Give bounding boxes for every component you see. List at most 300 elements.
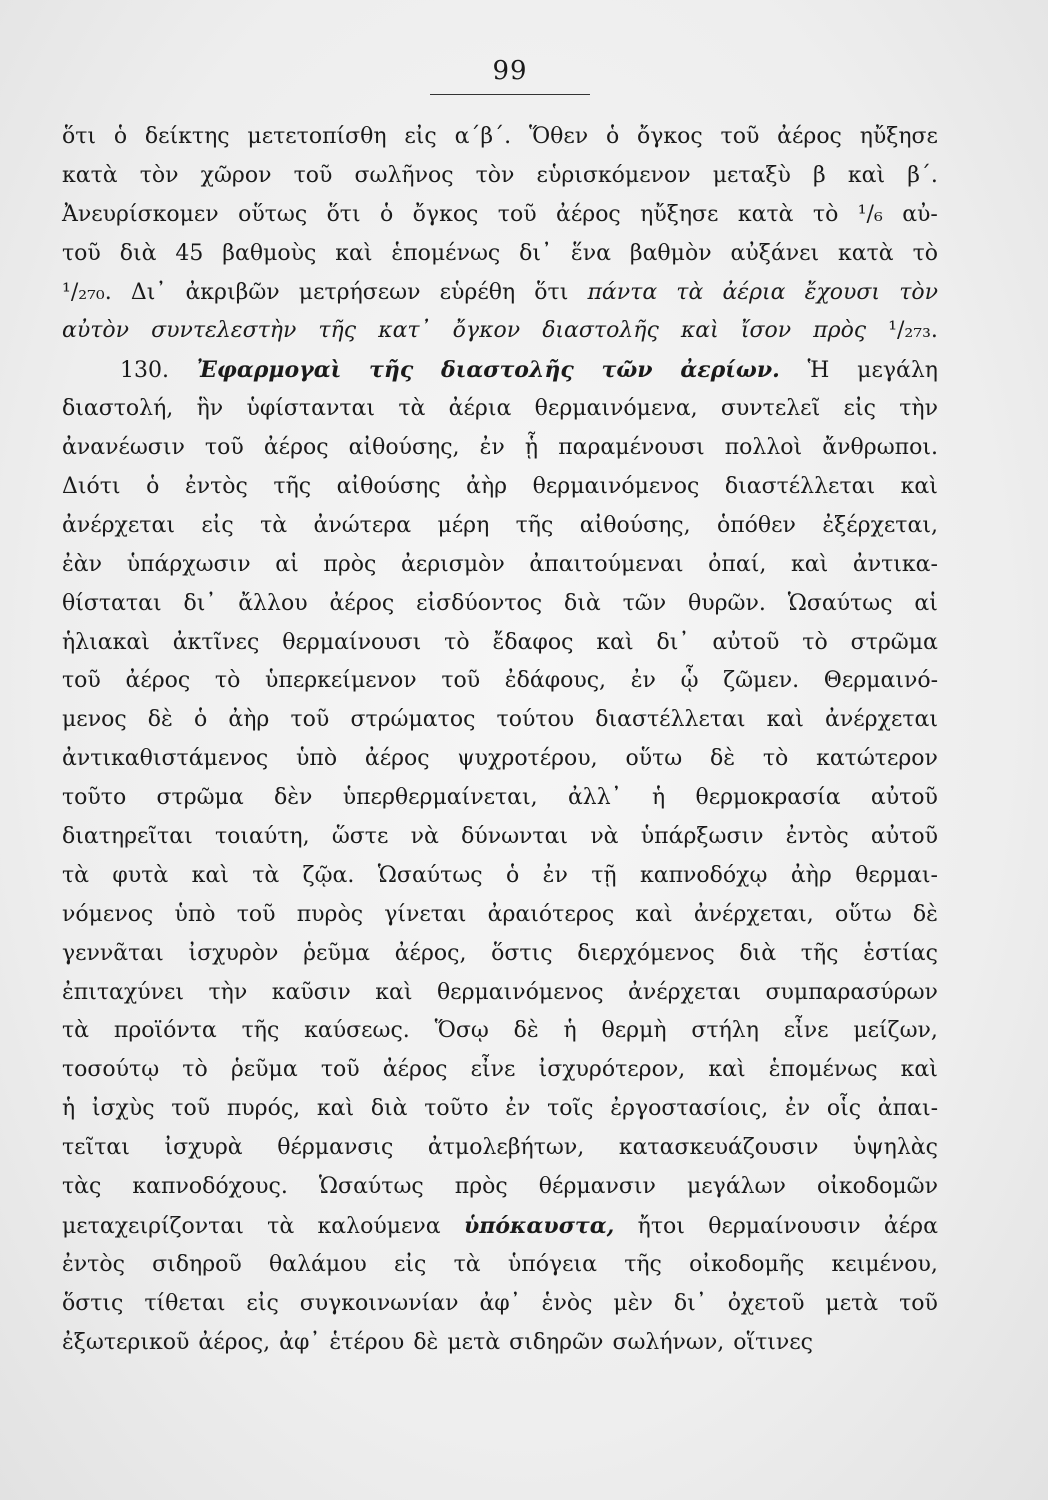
- word: ἀκριβῶν: [185, 279, 280, 305]
- word: καὶ: [708, 1057, 746, 1083]
- word: καπνοδόχους.: [132, 1174, 288, 1200]
- word: εἶνε: [470, 1057, 516, 1083]
- word: ἀέρος: [329, 590, 395, 616]
- word: ὑφίστανται: [246, 396, 375, 422]
- word: ὀχετοῦ: [727, 1290, 805, 1316]
- word: αἰθούσης: [336, 474, 441, 500]
- text-line: [62, 630, 938, 669]
- word: ὁ: [380, 201, 394, 227]
- word: ἤτοι: [637, 1213, 685, 1239]
- word: τὸ: [182, 1057, 208, 1083]
- word: τοῦτο: [62, 785, 127, 811]
- word: Δι᾽: [130, 279, 167, 305]
- word: τὸ: [214, 668, 241, 694]
- word: καὶ: [790, 551, 829, 577]
- word: ᾧ: [680, 668, 699, 694]
- body-text: [62, 124, 938, 1369]
- word: ἀὴρ: [790, 862, 832, 888]
- word: διαστολῆς: [441, 357, 574, 384]
- word: πυρὸς: [296, 901, 364, 927]
- word: τὰ: [398, 396, 426, 422]
- word: τῇ: [591, 862, 617, 888]
- word: αἱ: [275, 551, 299, 577]
- word: ὅστις: [491, 940, 553, 966]
- word: ἐντὸς: [184, 474, 248, 500]
- word: ἑπομένως: [391, 240, 501, 266]
- word: ηὔξησε: [640, 201, 719, 227]
- word: νὰ: [410, 824, 439, 850]
- word: δι᾽: [656, 629, 690, 655]
- word: ὄγκον: [452, 318, 521, 344]
- word: τοῦ: [441, 668, 481, 694]
- word: θερμαινόμενα,: [534, 396, 698, 422]
- word: ἡ: [563, 1018, 577, 1044]
- word: συγκοινωνίαν: [299, 1290, 459, 1316]
- word: ὑπὸ: [174, 901, 216, 927]
- word: ἀνέρχεται,: [693, 901, 814, 927]
- word: στρώματος: [350, 707, 476, 733]
- word: ῥεῦμα: [303, 940, 370, 966]
- text-line: [62, 746, 938, 785]
- word: ἀνανέωσιν: [62, 435, 185, 461]
- word: διὰ: [739, 940, 777, 966]
- word: καὶ: [847, 162, 886, 188]
- word: σιδηρῶν: [509, 1329, 604, 1355]
- text-line: [62, 863, 938, 902]
- word: τοῦ: [236, 901, 276, 927]
- word: εἰς: [394, 1251, 427, 1277]
- word: τὸ: [444, 629, 470, 655]
- word: τὸν: [139, 162, 179, 188]
- word: ἀραιότερος: [487, 901, 615, 927]
- word: ἐὰν: [62, 551, 103, 577]
- word: καὶ: [900, 474, 938, 500]
- word: αὐ-: [902, 201, 938, 227]
- word: θερμαινόμενος: [436, 979, 604, 1005]
- word: 45: [175, 240, 204, 266]
- word: γίνεται: [384, 901, 467, 927]
- word: ἀέρα: [883, 1213, 938, 1239]
- word: ἐξέρχεται,: [822, 512, 938, 538]
- word: τὰ: [676, 279, 704, 305]
- word: ὑπὸ: [295, 746, 338, 772]
- word: τὰ: [267, 1213, 295, 1239]
- word: τοῦ: [497, 201, 537, 227]
- text-line: [62, 824, 938, 863]
- word: ὑπάρχωσιν: [126, 551, 251, 577]
- word: ἀντικαθιστάμενος: [62, 746, 269, 772]
- text-line: [62, 357, 938, 396]
- word: ὁ: [506, 862, 520, 888]
- word: καῦσιν: [271, 979, 351, 1005]
- word: θίσταται: [62, 590, 162, 616]
- word: Ὅσῳ: [434, 1018, 489, 1044]
- word: ἔδαφος: [492, 629, 574, 655]
- word: ἀπαιτούμεναι: [529, 551, 684, 577]
- word: τεῖται: [62, 1135, 130, 1161]
- word: τοῦ: [171, 1096, 211, 1122]
- word: ἀφ᾽: [479, 1290, 521, 1316]
- word: ¹/₂₇₃.: [888, 318, 938, 344]
- word: καὶ: [316, 1096, 355, 1122]
- word: τοῦ: [204, 435, 244, 461]
- word: τῆς: [241, 1018, 280, 1044]
- word: καὶ: [335, 240, 373, 266]
- word: τὸ: [812, 201, 839, 227]
- text-line: [62, 124, 938, 163]
- word: προϊόντα: [113, 1018, 217, 1044]
- word: καὶ: [900, 1057, 938, 1083]
- text-line: [62, 591, 938, 630]
- word: Ἀνευρίσκομεν: [62, 201, 219, 227]
- word: ὁ: [113, 124, 128, 149]
- word: γεννᾶται: [62, 940, 164, 966]
- word: ὁ: [605, 124, 620, 149]
- word: ἰσχυρὰ: [164, 1135, 243, 1161]
- word: ἔχουσι: [804, 279, 881, 305]
- word: ἐξωτερικοῦ: [62, 1329, 190, 1355]
- word: θερμαινόμενος: [532, 474, 700, 500]
- word: ἐργοστασίοις,: [610, 1096, 769, 1122]
- word: ἑπομένως: [768, 1057, 878, 1083]
- word: Θερμαινό-: [823, 668, 938, 694]
- text-line: [62, 1252, 938, 1291]
- word: διὰ: [564, 590, 601, 616]
- text-line: [62, 668, 938, 707]
- word: ἀκτῖνες: [172, 629, 260, 655]
- word: κατὰ: [62, 162, 118, 188]
- word: ἀλλ᾽: [567, 785, 622, 811]
- word: ὁ: [193, 707, 208, 733]
- word: καὶ: [375, 979, 413, 1005]
- word: Ὡσαύτως: [318, 1174, 424, 1200]
- word: πάντα: [587, 279, 658, 305]
- word: ἀπαι-: [877, 1096, 938, 1122]
- text-line: [62, 280, 938, 319]
- text-line: [62, 474, 938, 513]
- text-line: [62, 513, 938, 552]
- word: οἵτινες: [733, 1329, 813, 1355]
- word: παραμένουσι: [558, 435, 705, 461]
- word: μείζων,: [853, 1018, 938, 1044]
- word: δὲν: [274, 785, 313, 811]
- word: ἑνὸς: [541, 1290, 593, 1316]
- word: σωλήνων,: [612, 1329, 725, 1355]
- word: ἑτέρου: [329, 1329, 405, 1355]
- word: βαθμὸν: [629, 240, 712, 266]
- text-line: [62, 1135, 938, 1174]
- word: ὅτι: [534, 279, 569, 305]
- word: τοῦ: [899, 1290, 938, 1316]
- word: δὲ: [147, 707, 173, 733]
- word: Ἐφαρμογαὶ: [196, 357, 342, 384]
- word: διατηρεῖται: [62, 824, 193, 850]
- word: πρὸς: [323, 551, 377, 577]
- word: ἰσχυρὸν: [188, 940, 279, 966]
- word: αὐτοῦ: [870, 785, 938, 811]
- word: εὑρέθη: [439, 279, 516, 305]
- word: ἀέρια: [448, 396, 512, 422]
- word: διαστέλλεται: [724, 474, 876, 500]
- word: μεταξὺ: [712, 162, 791, 188]
- word: δείκτης: [144, 124, 230, 149]
- word: δὲ: [413, 1329, 439, 1355]
- word: αὐξάνει: [730, 240, 820, 266]
- word: τῆς: [624, 1251, 662, 1277]
- word: αὐτοῦ: [712, 629, 780, 655]
- word: δύνωνται: [461, 824, 569, 850]
- word: ¹/₆: [857, 201, 883, 227]
- word: σιδηροῦ: [152, 1251, 242, 1277]
- word: θαλάμου: [268, 1251, 367, 1277]
- word: ἀέρος: [364, 746, 430, 772]
- word: β΄.: [907, 162, 938, 188]
- word: καπνοδόχῳ: [639, 862, 768, 888]
- word: στρῶμα: [850, 629, 938, 655]
- word: μὲν: [613, 1290, 653, 1316]
- word: α΄β΄.: [454, 124, 512, 149]
- word: κατὰ: [838, 240, 894, 266]
- word: δὲ: [912, 901, 938, 927]
- word: χῶρον: [200, 162, 272, 188]
- word: τὸν: [899, 279, 938, 305]
- text-line: [62, 707, 938, 746]
- word: ἐντὸς: [62, 1251, 125, 1277]
- text-line: [62, 1018, 938, 1057]
- word: τοῖς: [547, 1096, 594, 1122]
- page-number: 99: [492, 56, 528, 86]
- text-line: [62, 202, 938, 241]
- text-line: [62, 552, 938, 591]
- word: ὄγκος: [412, 201, 479, 227]
- text-line: [62, 435, 938, 474]
- word: οἷς: [826, 1096, 862, 1122]
- word: νὰ: [590, 824, 619, 850]
- text-line: [62, 1096, 938, 1135]
- word: στήλη: [691, 1018, 759, 1044]
- word: μετετοπίσθη: [247, 124, 387, 149]
- word: διὰ: [370, 1096, 408, 1122]
- word: ἡ: [62, 1096, 76, 1122]
- word: ἀνέρχεται: [62, 512, 175, 538]
- word: ηὔξησε: [859, 124, 938, 149]
- word: ὀπαί,: [708, 551, 767, 577]
- word: θερμαι-: [855, 862, 938, 888]
- word: αἰθούσης,: [348, 435, 460, 461]
- text-line: [62, 902, 938, 941]
- word: ἐδάφους,: [504, 668, 607, 694]
- word: ἄνθρωποι.: [822, 435, 938, 461]
- word: τοσούτῳ: [62, 1057, 160, 1083]
- text-line: [62, 785, 938, 824]
- word: στρῶμα: [156, 785, 244, 811]
- word: οὕτω: [625, 746, 683, 772]
- word: κατασκευάζουσιν: [618, 1135, 819, 1161]
- word: φυτὰ: [112, 862, 169, 888]
- word: ῥεῦμα: [230, 1057, 298, 1083]
- text-line: [62, 318, 938, 357]
- word: τοῦ: [720, 124, 760, 149]
- word: ἀὴρ: [466, 474, 508, 500]
- word: ὅτι: [62, 124, 97, 149]
- word: καὶ: [596, 629, 634, 655]
- text-line: [62, 1330, 938, 1369]
- word: διερχόμενος: [577, 940, 715, 966]
- word: τὸ: [912, 240, 938, 266]
- word: διαστολῆς: [542, 318, 659, 344]
- word: εἰς: [404, 124, 437, 149]
- word: Ἡ: [807, 358, 830, 384]
- word: τοῦ: [62, 668, 101, 694]
- word: αὐτὸν: [62, 318, 130, 344]
- word: τοῦ: [293, 162, 333, 188]
- word: ὑπάρξωσιν: [640, 824, 764, 850]
- word: δι᾽: [183, 590, 217, 616]
- word: ἀέρος: [382, 1057, 448, 1083]
- word: συντελεστὴν: [151, 318, 297, 344]
- word: τῆς: [369, 357, 414, 384]
- word: ἡλιακαὶ: [62, 629, 150, 655]
- word: αὐτοῦ: [870, 824, 938, 850]
- word: ἀέρος: [263, 435, 329, 461]
- word: συντελεῖ: [720, 396, 821, 422]
- word: οἰκοδομῶν: [816, 1174, 938, 1200]
- word: τῆς: [515, 512, 554, 538]
- word: μέρη: [437, 512, 490, 538]
- text-line: [62, 1213, 938, 1252]
- word: ὅτι: [326, 201, 361, 227]
- word: πρὸς: [813, 318, 867, 344]
- word: κατώτερον: [816, 746, 938, 772]
- word: μετὰ: [825, 1290, 879, 1316]
- word: τὰ: [453, 1251, 481, 1277]
- text-line: [62, 396, 938, 435]
- text-line: [62, 1291, 938, 1330]
- word: εἰσδύοντος: [416, 590, 543, 616]
- word: θερμὴ: [601, 1018, 667, 1044]
- word: ¹/₂₇₀.: [62, 279, 112, 305]
- word: τὴν: [208, 979, 248, 1005]
- word: ἐν: [505, 1096, 531, 1122]
- word: ἀντικα-: [852, 551, 938, 577]
- word: ἀέρος: [556, 201, 621, 227]
- word: δι᾽: [673, 1290, 707, 1316]
- word: ὑπερθερμαίνεται,: [342, 785, 538, 811]
- text-line: [62, 1174, 938, 1213]
- word: ζῶμεν.: [723, 668, 800, 694]
- word: ψυχροτέρου,: [457, 746, 598, 772]
- word: τῶν: [622, 590, 667, 616]
- word: θερμαίνουσι: [282, 629, 422, 655]
- word: κατ᾽: [378, 318, 431, 344]
- word: νόμενος: [62, 901, 154, 927]
- word: οἰκοδομῆς: [689, 1251, 805, 1277]
- word: διαστέλλεται: [595, 707, 746, 733]
- word: τὸ: [802, 629, 828, 655]
- word: εἰς: [201, 512, 234, 538]
- word: ἀνώτερα: [313, 512, 412, 538]
- word: μετρήσεων: [298, 279, 421, 305]
- word: εἰς: [246, 1290, 279, 1316]
- word: τοῦ: [290, 707, 330, 733]
- word: ὅστις: [62, 1290, 124, 1316]
- word: Διότι: [62, 474, 121, 500]
- word: ἐν: [542, 862, 568, 888]
- word: ὑπερκείμενον: [265, 668, 417, 694]
- word: τῆς: [318, 318, 357, 344]
- word: Ὅθεν: [528, 124, 589, 149]
- word: τῆς: [273, 474, 312, 500]
- word: μεγάλη: [857, 358, 938, 384]
- word: δὲ: [513, 1018, 539, 1044]
- word: τῶν: [601, 357, 653, 384]
- word: τούτου: [496, 707, 575, 733]
- word: ᾗ: [524, 435, 539, 461]
- word: ἀὴρ: [228, 707, 270, 733]
- word: τὰ: [62, 1018, 90, 1044]
- word: τὰ: [260, 512, 288, 538]
- word: εἶνε: [783, 1018, 829, 1044]
- word: ὑπόγεια: [507, 1251, 597, 1277]
- word: μετὰ: [447, 1329, 501, 1355]
- word: β: [813, 162, 826, 188]
- word: ἰσχυρότερον,: [538, 1057, 686, 1083]
- word: ζῷα.: [302, 862, 355, 888]
- word: ἀέρος: [125, 668, 191, 694]
- word: καὶ: [680, 318, 719, 344]
- word: ἀτμολεβήτων,: [427, 1135, 585, 1161]
- word: μεταχειρίζονται: [62, 1213, 244, 1239]
- word: τὴν: [899, 396, 938, 422]
- text-line: [62, 980, 938, 1019]
- word: ἐπιταχύνει: [62, 979, 185, 1005]
- word: θερμοκρασία: [695, 785, 841, 811]
- word: τοιαύτη,: [214, 824, 310, 850]
- word: Ὡσαύτως: [377, 862, 483, 888]
- word: ἀερισμὸν: [400, 551, 505, 577]
- word: ἀφ᾽: [279, 1329, 321, 1355]
- word: ἀνέρχεται: [825, 707, 938, 733]
- word: δι᾽: [519, 240, 552, 266]
- word: ἑστίας: [863, 940, 938, 966]
- text-line: [62, 1057, 938, 1096]
- text-line: [62, 241, 938, 280]
- word: οὕτως: [238, 201, 308, 227]
- word: ἀνέρχεται: [628, 979, 741, 1005]
- word: οὕτω: [834, 901, 892, 927]
- word: καύσεως.: [304, 1018, 410, 1044]
- word: θέρμανσιν: [538, 1174, 656, 1200]
- word: τῆς: [800, 940, 839, 966]
- word: ἣν: [196, 396, 224, 422]
- word: αἱ: [914, 590, 938, 616]
- word: ὑπόκαυστα,: [463, 1212, 615, 1239]
- word: ἀέρια: [722, 279, 786, 305]
- word: τὸ: [762, 746, 789, 772]
- word: βαθμοὺς: [222, 240, 317, 266]
- word: τίθεται: [144, 1290, 226, 1316]
- word: θερμαίνουσιν: [708, 1213, 861, 1239]
- word: καὶ: [191, 862, 229, 888]
- word: Ὡσαύτως: [787, 590, 893, 616]
- word: ἄλλου: [238, 590, 308, 616]
- text-line: [62, 941, 938, 980]
- word: ἀέρος,: [394, 940, 467, 966]
- word: καλούμενα: [317, 1213, 441, 1239]
- word: ἐντὸς: [785, 824, 849, 850]
- word: πολλοὶ: [724, 435, 803, 461]
- word: τοῦ: [62, 240, 101, 266]
